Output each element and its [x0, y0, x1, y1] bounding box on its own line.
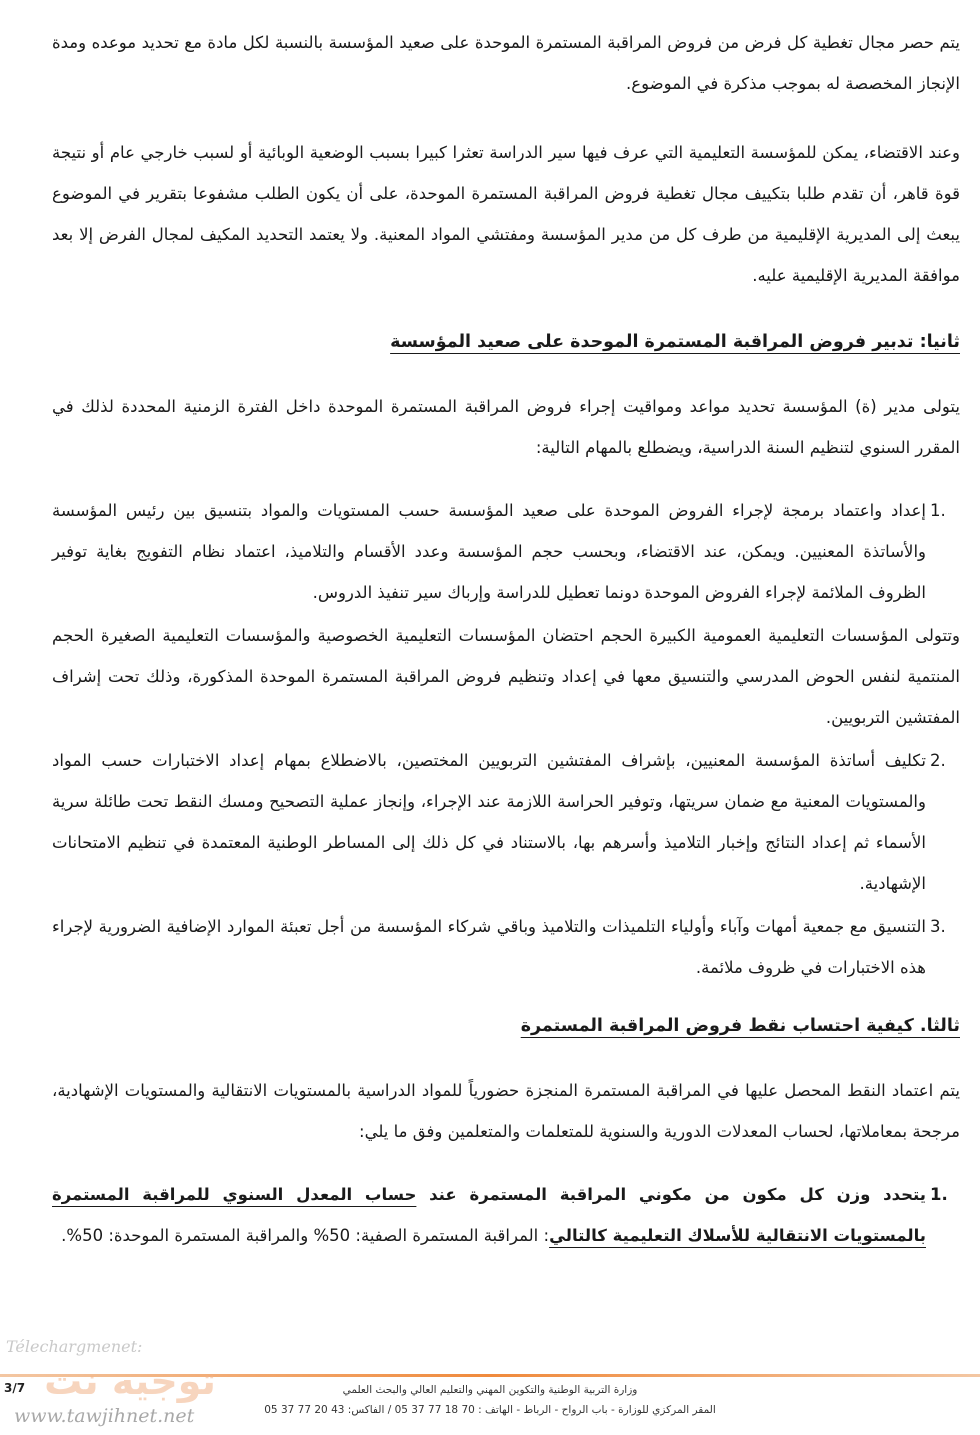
list-item-underlined: حساب المعدل السنوي للمراقبة المستمرة بالمستويات الانتقالية للأسلاك التعليمية كالتالي: [52, 1185, 926, 1245]
section-2-heading: ثانيا: تدبير فروض المراقبة المستمرة الموحدة على صعيد المؤسسة: [390, 332, 960, 352]
list-item-tail: : المراقبة المستمرة الصفية: 50% والمراقبة المستمرة الموحدة: 50%.: [61, 1226, 550, 1245]
list-item-text: تكليف أساتذة المؤسسة المعنيين، بإشراف المفتشين التربويين المختصين، بالاضطلاع بمهام إعداد الاختبارات حسب المواد والمستويات المعنية مع ضمان سريتها، وتوفير الحراسة اللازمة عند الإجراء، وإنجاز عملية التصحيح ومسك النقط تحت طائلة سرية الأسماء ثم إعداد النتائج وإخبار التلاميذ وأسرهم بها، بالاستناد في كل ذلك إلى المساطر الوطنية المعتمدة في تنظيم الامتحانات الإشهادية.: [52, 751, 926, 893]
list-item-continuation: [52, 615, 960, 738]
watermark-label: Télechargmenet:: [6, 1337, 143, 1356]
list-item-lead: يتحدد وزن كل مكون من مكوني المراقبة المستمرة عند: [416, 1185, 926, 1204]
section-3-list: [52, 1174, 960, 1256]
list-item-text: التنسيق مع جمعية أمهات وآباء وأولياء التلميذات والتلاميذ وباقي شركاء المؤسسة من أجل تعبئة الموارد الإضافية الضرورية لإجراء هذه الاختبارات في ظروف ملائمة.: [52, 917, 926, 977]
list-item-number: 3.: [930, 917, 946, 936]
section-2-intro: يتولى مدير (ة) المؤسسة تحديد مواعد ومواقيت إجراء فروض المراقبة المستمرة الموحدة داخل الفترة الزمنية المحددة لذلك في المقرر السنوي لتنظيم السنة الدراسية، ويضطلع بالمهام التالية:: [52, 397, 960, 457]
document-body: [52, 22, 960, 1276]
section-3-intro: يتم اعتماد النقط المحصل عليها في المراقبة المستمرة المنجزة حضورياً للمواد الدراسية بالمستويات الانتقالية والمستويات الإشهادية، مرجحة بمعاملاتها، لحساب المعدلات الدورية والسنوية للمتعلمات والمتعلمين وفق ما يلي:: [52, 1081, 960, 1141]
footer-address: المقر المركزي للوزارة - باب الرواح - الرباط - الهاتف : 70 18 77 37 05 / الفاكس: 43 20 77 37 05: [264, 1404, 716, 1416]
footer: [250, 1380, 730, 1420]
list-item: [52, 906, 960, 988]
list-item-number: 2.: [930, 751, 946, 770]
paragraph-adaptation-request: وعند الاقتضاء، يمكن للمؤسسة التعليمية التي عرف فيها سير الدراسة تعثرا كبيرا بسبب الوضعية الوبائية أو لسبب خارجي عام أو نتيجة قوة قاهر، أن تقدم طلبا بتكييف مجال تغطية فروض المراقبة المستمرة الموحدة، على أن يكون الطلب مشفوعا بتقرير في الموضوع يبعث إلى المديرية الإقليمية من طرف كل من مدير المؤسسة ومفتشي المواد المعنية. ولا يعتمد التحديد المكيف لمجال الفرض إلا بعد موافقة المديرية الإقليمية عليه.: [52, 143, 960, 285]
paragraph-coverage-scope: يتم حصر مجال تغطية كل فرض من فروض المراقبة المستمرة الموحدة على صعيد المؤسسة بالنسبة لكل مادة مع تحديد موعده ومدة الإنجاز المخصصة له بموجب مذكرة في الموضوع.: [52, 33, 960, 93]
list-item-number: 1.: [930, 501, 946, 520]
list-item-text: إعداد واعتماد برمجة لإجراء الفروض الموحدة على صعيد المؤسسة حسب المستويات والمواد بتنسيق بين رئيس المؤسسة والأساتذة المعنيين. ويمكن، عند الاقتضاء، وبحسب حجم المؤسسة وعدد الأقسام والتلاميذ، اعتماد نظام التفويج بغاية توفير الظروف الملائمة لإجراء الفروض الموحدة دونما تعطيل للدراسة وإرباك سير تنفيذ الدروس.: [52, 501, 926, 602]
page-number: 3/7: [4, 1381, 26, 1395]
list-item-number: 1.: [930, 1185, 948, 1204]
watermark-logo: توجيه نت: [44, 1359, 216, 1403]
section-2-list: [52, 490, 960, 988]
footer-ministry: وزارة التربية الوطنية والتكوين المهني والتعليم العالي والبحث العلمي: [342, 1384, 638, 1396]
section-3-heading: ثالثا. كيفية احتساب نقط فروض المراقبة المستمرة: [520, 1016, 960, 1036]
list-item: [52, 1174, 960, 1256]
watermark-url: www.tawjihnet.net: [14, 1405, 195, 1427]
list-item: [52, 490, 960, 613]
list-item: [52, 740, 960, 904]
list-item-extra-text: وتتولى المؤسسات التعليمية العمومية الكبيرة الحجم احتضان المؤسسات التعليمية الخصوصية والمؤسسات التعليمية الصغيرة الحجم المنتمية لنفس الحوض المدرسي والتنسيق معها في إعداد وتنظيم فروض المراقبة المستمرة الموحدة المذكورة، وذلك تحت إشراف المفتشين التربويين.: [52, 626, 960, 727]
